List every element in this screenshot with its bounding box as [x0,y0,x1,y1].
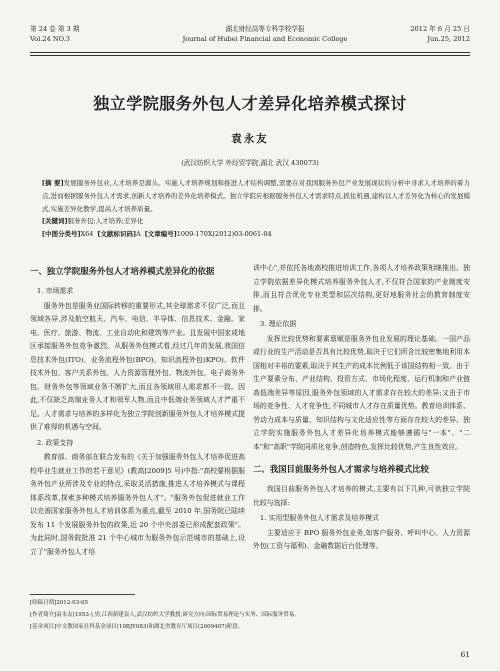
abstract-block [42,177,470,241]
paper-title: 独立学院服务外包人才差异化培养模式探讨 [93,94,407,113]
publish-date [410,24,470,44]
paragraph-practical: 主要适应于 BPO 服务外包业务,如客户服务、呼叫中心、人力资源外包(工资与福利)、金融数据后台处理等。 [253,528,470,550]
section-heading-1: 一、独立学院服务外包人才培养模式差异化的依据 [30,266,215,276]
paragraph-intro-2: 我国目前服务外包人才培养的模式,主要有以下几种,可供独立学院比较与选择: [253,485,470,507]
journal-name [180,24,350,44]
header-rule-thick [30,52,470,53]
subsection-heading-policy: 2. 政策支持 [36,438,74,447]
running-header [30,24,470,54]
subsection-heading-market: 1. 市场需求 [36,287,74,295]
doc-code: A [135,230,141,239]
keywords-label: [关键词] [42,217,68,226]
abstract [42,177,470,215]
paragraph-market: 服务外包是服务业国际转移的重要形式,其全球需求不仅广泛,而且领域各异,涉及航空航天、汽车、电信、半导体、信息技术、金融、家电、医疗、旅游、物流、工业自动化和建筑等产业。且发展中国家或地区承接服务外包竞争激烈。从服务外包模式看,经过几年的发展,我国信息技术外包(ITO)、业务流程外包(BPO)、知识流程外包(KPO)、软件技术外包、客户关系外包、人力资源管理外包、物流外包、电子商务外包、财务外包等领域业务不断扩大,而且各领域用人需求都不一致。因此,不仅缺乏高端业务人才和领军人物,而且中低端业务领域人才严重不足。人才需求与培养的多样化为独立学院创新服务外包人才培养模式提供了难得的机遇与空间。 [30,301,245,431]
keywords [42,215,470,228]
page-number: 61 [460,650,470,659]
journal-name-en: Journal of Hubei Financial and Economic College [182,35,348,43]
abstract-text: 发展服务外包业,人才培养是源头。实施人才培养规划和推进人才结构调整,需要在对我国服务外包产业发展现状的分析中寻求人才培养的着力点,进而根据服务外包人才需求,创新人才培养的差异化培养模式。独立学院应根据服务外包人才需求特点,抓住机遇,建构以人才差异化为核心的发展模式,实施差异化教学,提高人才培养质量。 [42,179,470,213]
article-number: 1009-170X(2012)03-0061-04 [176,230,272,239]
class-label: [中图分类号] [42,230,81,239]
footnotes [30,598,470,633]
abstract-label: [摘 要] [42,179,64,187]
article-number-label: [文章编号] [144,230,177,239]
volume-issue-en: Vol.24 NO.3 [30,35,70,43]
volume-issue [30,24,79,44]
section-heading-2: 二、我国目前服务外包人才需求与培养模式比较 [253,464,429,474]
doc-code-label: [文献标识码] [97,230,136,239]
keywords-text: 服务外包;人才培养;差异化 [67,217,144,226]
footnote-fund: [基金项目]中文教国家社科基金项目(10BJY083)和湖北省教育厅项目(2009407)阶段。 [30,623,244,630]
footnote-received: [收稿日期]2012-03-05 [30,600,89,606]
subsection-heading-practical: 1. 实用型服务外包人才需求及培养模式 [259,514,379,522]
publish-date-zh: 2012 年 6 月 25 日 [410,25,470,33]
journal-name-zh: 湖北财经高等专科学校学报 [225,25,305,33]
left-column [30,262,245,559]
class-number: X64 [80,230,94,239]
paragraph-continued: 训中心",并依托各地高校推进培训工作,各项人才培养政策相继推出。独立学院依据差异化模式培养服务外包人才,不仅符合国家的产业制度安排,而且符合优化专业类型和层次结构,更好地服务社会的教育制度安排。 [253,264,470,313]
paragraph-theory: 发挥比较优势和要素禀赋是服务外包业发展的理论基础。一国产品或行业的生产活动是否具有比较优势,取决于它们所含比较密集地利用本国相对丰裕的要素,取决于其生产的成本比例低于该国结构相一致。由于生产要素分布、产业结构、投资方式、市场化程度、运行机制和产业链高低端差异等原因,服务外包领域的人才需求存在较大的差异;又由于市场的竞争性、人才竞争性,不同城市人才存在质量优势。教育培训体系、劳动力成本与质量、知识结构与文化适应性等方面存在较大的差异。独立学院实施服务外包人才差异化培养模式能够遵循与"一本"、"二本"和"高职"学院同质化竞争,创造特色,发挥比较优势,产生良性效应。 [253,334,470,451]
classification-line [42,228,470,241]
paragraph-policy: 教育部、商务部在联合发布的《关于加强服务外包人才培养促进高校毕业生就业工作的若干意见》(教高[2009]5 号)中指:"高校要根据服务外包产业所涉及专业的特点,采取灵活措施,推进人才培养模式与课程体系改革,探索多种模式培养服务外包人才"。"服务外包促进就业工作以完善国家服务外包人才培训体系为重点,截至 2010 年,国务院已陆续发布 11 个发展服务外包的政策,近 20 个中央部委已形成配套政策"。为此同时,国务院批准 21 个中心城市为服务外包示范城市的基础上,设立了"服务外包人才培 [30,453,245,556]
subsection-heading-theory: 3. 理论依据 [259,320,297,328]
author-affiliation: (武汉纺织大学 外经贸学院,湖北 武汉 430073) [181,159,319,167]
footnote-author-bio: [作者简介]袁永友(1953-),男,江西新建县人,武汉纺织大学教授,研究方向:国际贸易理论与实务、国际服务贸易。 [30,611,300,618]
footnote-rule [30,594,135,595]
volume-issue-zh: 第 24 卷 第 3 期 [30,25,80,33]
header-rule-thin [30,55,470,56]
right-column [253,262,470,554]
publish-date-en: Jun.25, 2012 [427,35,470,43]
paper-author: 袁永友 [231,133,269,145]
